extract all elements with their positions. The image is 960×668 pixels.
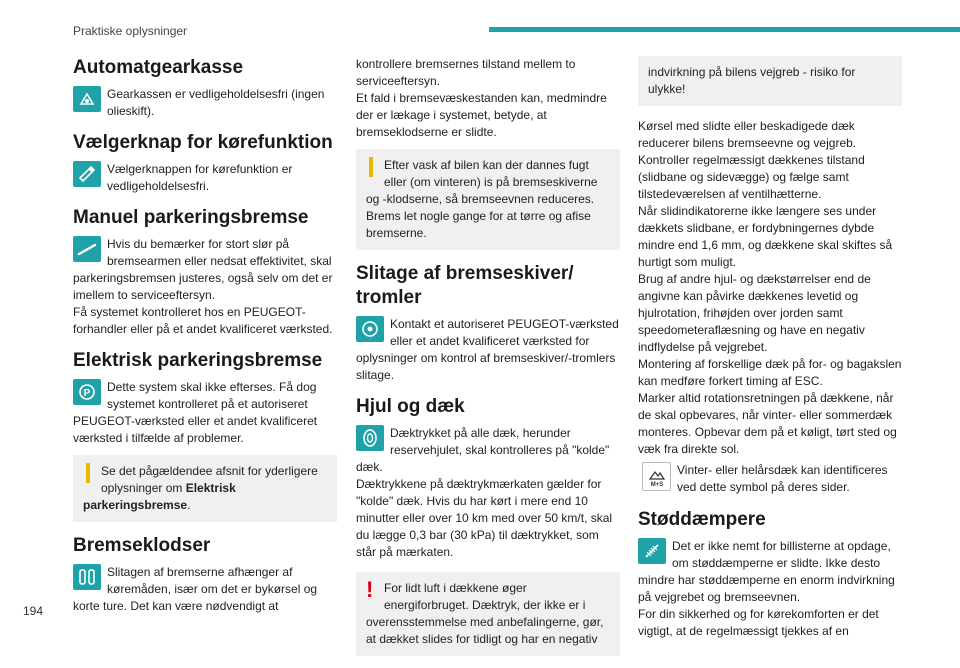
section-text: Dette system skal ikke efterses. Få dog systemet kontrolleret på et autoriseret PEUGEOT-værksted eller et andet kvalificeret værksted i tilfælde af problemer.: [73, 380, 318, 445]
section-title: Støddæmpere: [638, 509, 766, 530]
section-wheels-tyres: [356, 395, 620, 561]
note-text: Se det pågældendee afsnit for yderligere oplysninger om: [101, 464, 318, 495]
ms-text: Vinter- eller helårsdæk kan identificeres ved dette symbol på deres sider.: [677, 463, 888, 494]
brake-pads-icon: [73, 564, 101, 590]
info-icon: [83, 463, 95, 483]
section-brake-discs: [356, 262, 620, 384]
page-number: 194: [23, 604, 44, 618]
note-text: For lidt luft i dækkene øger energiforbruget. Dæktryk, der ikke er i overensstemmelse med anbefalingerne, gør, at dækket slides for tidligt og har en negativ: [366, 581, 604, 646]
column-3: [638, 56, 902, 651]
section-title: Bremseklodser: [73, 535, 211, 556]
handbrake-lever-icon: [73, 236, 101, 262]
section-text: Gearkassen er vedligeholdelsesfri (ingen olieskift).: [107, 87, 325, 118]
header-rule: [489, 27, 960, 32]
svg-text:M+S: M+S: [650, 481, 663, 487]
note-text: Efter vask af bilen kan der dannes fugt eller (om vinteren) is på bremseskiverne og -klodserne, så bremseevnen reduceres. Brems let nogle gange for at tørre og afise bremserne.: [366, 158, 598, 240]
section-title: Elektrisk parkeringsbremse: [73, 350, 323, 371]
section-text: Dæktrykket på alle dæk, herunder reservehjulet, skal kontrolleres på "kolde" dæk. Dæktrykkene på dæktrykmærkaten gælder for "kolde" dæk. Hvis du har kørt i mere end 10 minutter eller over 10 km med over 50 km/t, skal du lægge 0,3 bar (30 kPa) til dæktrykket, som står på mærkaten.: [356, 426, 613, 559]
brake-pads-continued: kontrollere bremsernes tilstand mellem to serviceeftersyn. Et fald i bremsevæskestanden kan, medmindre der er lækage i systemet, betyde, at bremseklodserne er slidte.: [356, 57, 607, 139]
section-title: Slitage af bremseskiver/ tromler: [356, 263, 574, 308]
note-suffix: .: [187, 498, 191, 512]
section-text: Det er ikke nemt for billisterne at opdage, om støddæmperne er slidte. Ikke desto mindre har støddæmperne en enorm indvirkning på vejgrebet og bremseevnen. For din sikkerhed og for kørekomforten er det vigtigt, at de regelmæssigt tjekkes af en: [638, 539, 895, 638]
column-2: [356, 56, 620, 668]
section-drive-selector: [73, 131, 337, 195]
section-text: Slitagen af bremserne afhænger af køremåden, især om det er bykørsel og korte ture. Det kan være nødvendigt at: [73, 565, 318, 613]
ms-block: [638, 462, 902, 496]
section-text: Vælgerknappen for kørefunktion er vedligeholdelsesfri.: [107, 162, 293, 193]
svg-text:P: P: [83, 388, 91, 399]
section-title: Hjul og dæk: [356, 396, 465, 417]
note-bold-text: Elektrisk parkeringsbremse: [83, 481, 236, 512]
shock-absorber-icon: [638, 538, 666, 564]
mud-snow-icon: [642, 462, 671, 491]
section-text: Hvis du bemærker for stort slør på bremsearmen eller nedsat effektivitet, skal parkeringsbremsen justeres, også selv om det er imellem to serviceeftersyn. Få systemet kontrolleret hos en PEUGEOT-forhandler eller på et andet kvalificeret værksted.: [73, 237, 333, 336]
section-brake-pads: [73, 534, 337, 615]
warning-note-continued: [638, 56, 902, 106]
section-electric-parking-brake: [73, 349, 337, 522]
brake-disc-icon: [356, 316, 384, 342]
drive-selector-icon: [73, 161, 101, 187]
note-text: indvirkning på bilens vejgreb - risiko for ulykke!: [648, 65, 856, 96]
info-note: [73, 455, 337, 522]
section-title: Manuel parkeringsbremse: [73, 207, 309, 228]
warning-icon: !: [366, 577, 374, 602]
gearbox-oil-icon: [73, 86, 101, 112]
info-icon: [366, 157, 378, 177]
header-title: Praktiske oplysninger: [73, 24, 188, 38]
electric-parking-brake-icon: [73, 379, 101, 405]
section-manual-parking-brake: [73, 206, 337, 338]
section-title: Automatgearkasse: [73, 57, 244, 78]
section-title: Vælgerknap for kørefunktion: [73, 132, 333, 153]
tyre-icon: [356, 425, 384, 451]
info-note: [356, 149, 620, 250]
section-automatic-gearbox: [73, 56, 337, 120]
column-1: [73, 56, 337, 626]
section-shock-absorbers: [638, 508, 902, 640]
section-text: Kontakt et autoriseret PEUGEOT-værksted eller et andet kvalificeret værksted for oplysninger om kontrol af bremseskiver/-tromlers slitage.: [356, 317, 619, 382]
tyres-text: Kørsel med slidte eller beskadigede dæk reducerer bilens bremseevne og vejgreb. Kontroller regelmæssigt dækkenes tilstand (slidbane og sidevægge) og fælge samt tilstedeværelsen af ventilhætterne. Når slidindikatorerne ikke længere ses under dækkets slidbane, er fordybningernes dybde mindre end 1,6 mm, og dækkene skal skiftes så hurtigt som muligt. Brug af andre hjul- og dækstørrelser end de angivne kan påvirke dækkenes levetid og hjulrotation, frihøjden over jorden samt speedometeraflæsning og have en negativ indflydelse på vejgrebet. Montering af forskellige dæk på for- og bagakslen kan medføre forkert timing af ESC. Marker altid rotationsretningen på dækkene, når de skal opbevares, når vinter- eller sommerdæk monteres. Opbevar dem på et køligt, tørt sted og væk fra direkte sol.: [638, 119, 902, 456]
warning-note: [356, 572, 620, 656]
